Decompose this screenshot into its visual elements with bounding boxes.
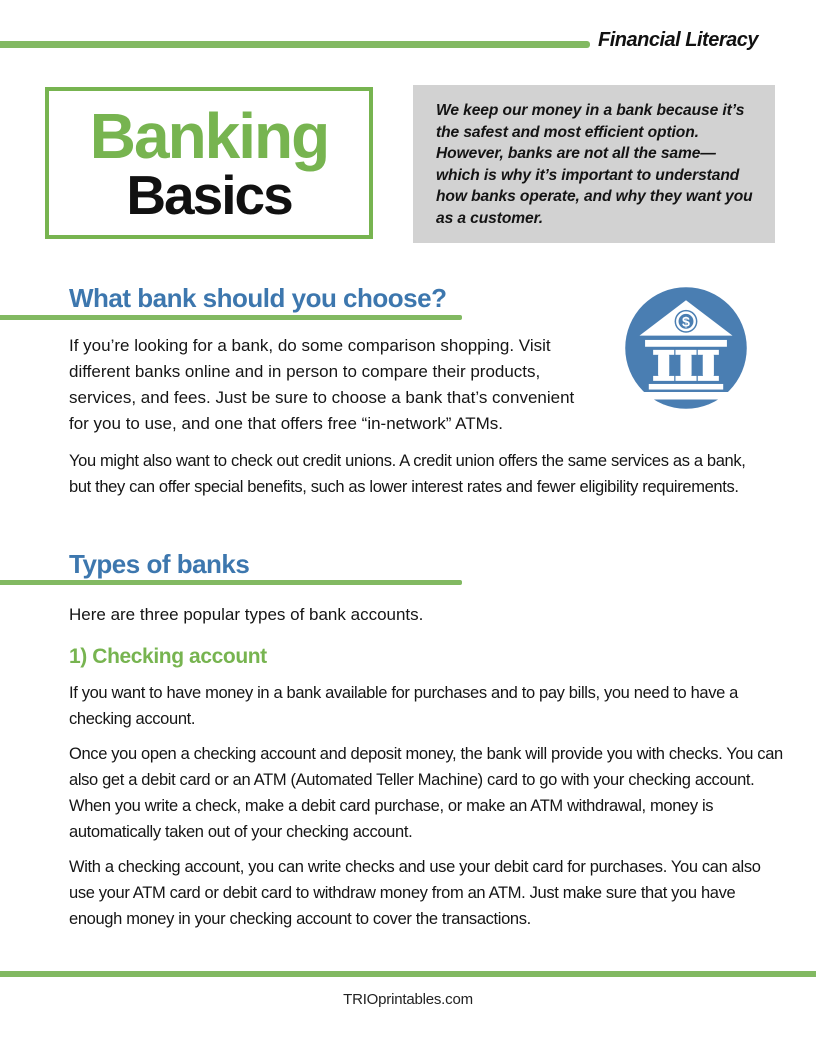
paragraph-types-intro: Here are three popular types of bank accounts. (69, 605, 424, 624)
paragraph-checking-1: If you want to have money in a bank available for purchases and to pay bills, you need to have a checking account. (69, 684, 739, 728)
section-heading-types: Types of banks (69, 549, 250, 579)
paragraph-checking-3: With a checking account, you can write checks and use your debit card for purchases. You can also use your ATM card or debit card to withdraw money from an ATM. Just make sure that you have enough money in your checking account to cover the transactions. (69, 858, 761, 928)
dollar-sign-glyph: $ (682, 314, 690, 331)
subheading-checking-account: 1) Checking account (69, 645, 267, 668)
paragraph-checking-2: Once you open a checking account and deposit money, the bank will provide you with checks. You can also get a debit card or an ATM (Automated Teller Machine) card to go with your checking account. When you write a check, make a debit card purchase, or make an ATM withdrawal, money is automatically taken out of your checking account. (69, 745, 783, 841)
heading-underline (0, 580, 462, 585)
footer-divider-line (0, 971, 816, 977)
section-heading-choose-bank: What bank should you choose? (69, 283, 447, 313)
intro-quote-text: We keep our money in a bank because it’s the safest and most efficient option. However, banks are not all the same—which is why it’s important to understand how banks operate, and why they want you as a customer. (436, 102, 753, 227)
heading-underline (0, 315, 462, 320)
bank-building-icon (624, 286, 748, 410)
title-box (45, 87, 373, 239)
footer-site-name: TRIOprintables.com (343, 991, 473, 1008)
intro-quote-box (413, 85, 775, 243)
paragraph-choose-bank-2: You might also want to check out credit unions. A credit union offers the same services as a bank, but they can offer special benefits, such as lower interest rates and fewer eligibility requirements. (69, 452, 746, 496)
header-divider-line (0, 41, 590, 48)
category-label: Financial Literacy (598, 29, 758, 51)
paragraph-choose-bank-1: If you’re looking for a bank, do some comparison shopping. Visit different banks online and in person to compare their products, services, and fees. Just be sure to choose a bank that’s convenient for you to use, and one that offers free “in-network” ATMs. (69, 336, 575, 433)
page-title-line1: Banking (89, 100, 329, 172)
page-title-line2: Basics (126, 164, 292, 226)
